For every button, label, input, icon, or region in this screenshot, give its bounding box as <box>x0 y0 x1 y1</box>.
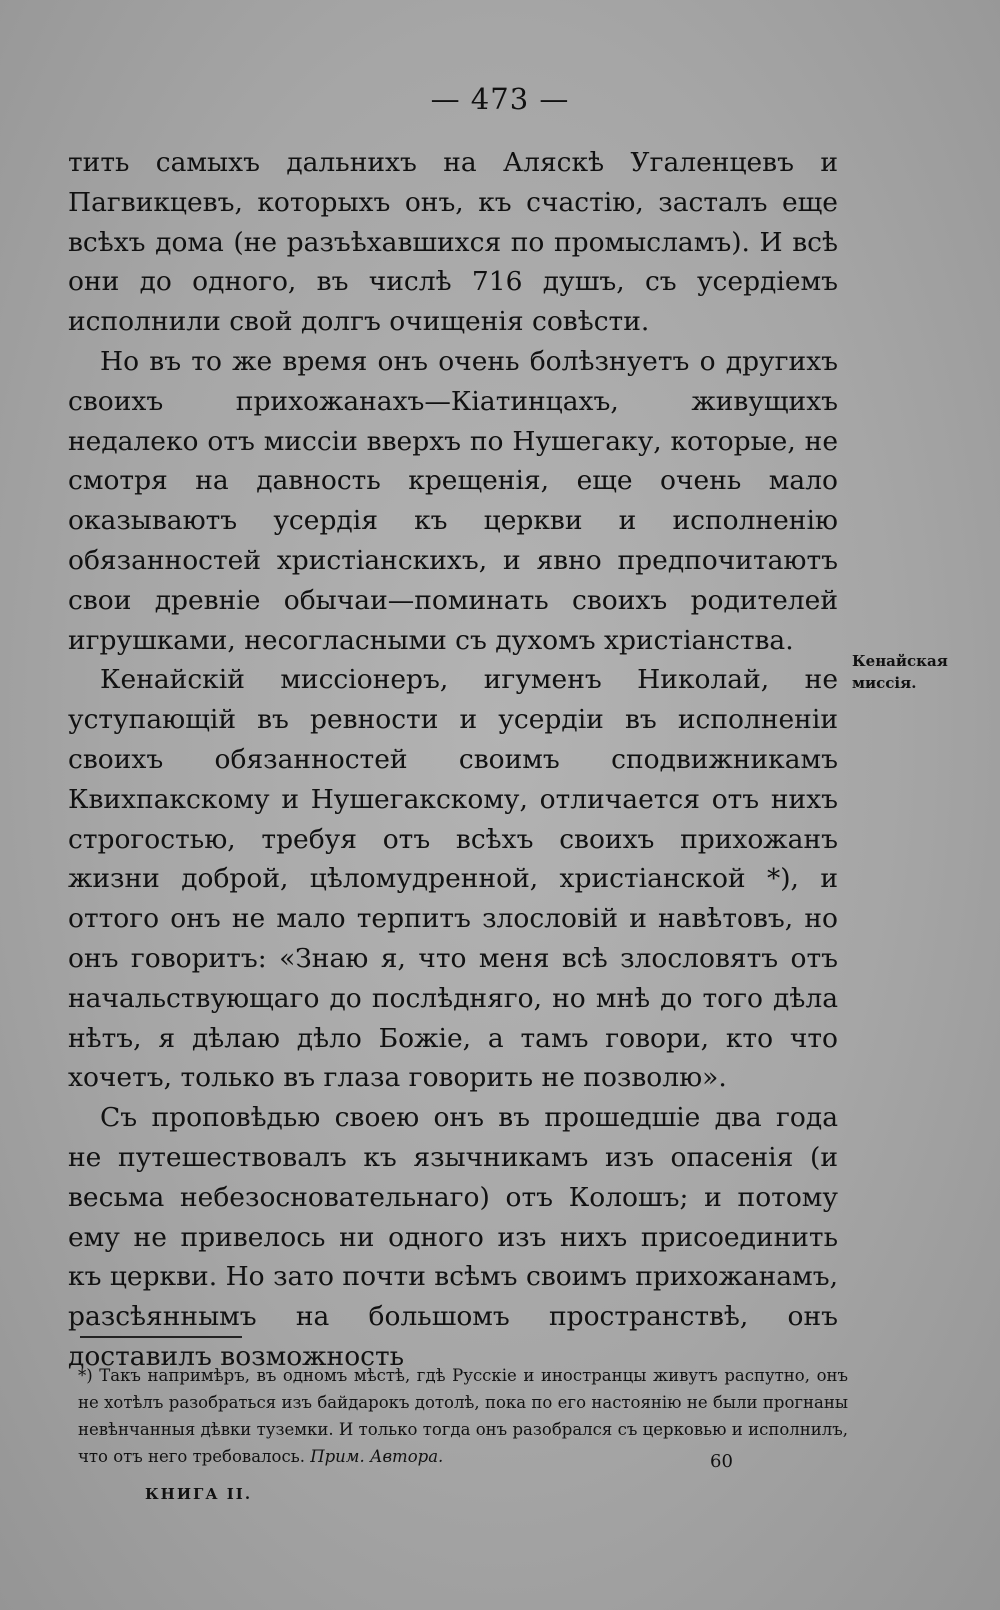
paragraph-1: тить самыхъ дальнихъ на Аляскѣ Угаленцевъ и Пагвикцевъ, которыхъ онъ, къ счастію, засталъ еще всѣхъ дома (не разъѣхавшихся по промысламъ). И всѣ они до одного, въ числѣ 716 душъ, съ усердіемъ исполнили свой долгъ очищенія совѣсти. <box>68 147 838 338</box>
paragraph-2: Но въ то же время онъ очень болѣзнуетъ о другихъ своихъ прихожанахъ—Кіатинцахъ, живущихъ недалеко отъ миссіи вверхъ по Нушегаку, которые, не смотря на давность крещенія, еще очень мало оказываютъ усердія къ церкви и исполненію обязанностей христіанскихъ, и явно предпочитаютъ свои древніе обычаи—поминать своихъ родителей игрушками, несогласными съ духомъ христіанства. <box>68 345 838 656</box>
footnote-attribution: Прим. Автора. <box>310 1447 444 1466</box>
paragraph-4: Съ проповѣдью своею онъ въ прошедшіе два года не путешествовалъ къ язычникамъ изъ опасенія (и весьма небезосновательнаго) отъ Колошъ; и потому ему не привелось ни одного изъ нихъ присоединить къ церкви. Но зато почти всѣмъ своимъ прихожанамъ, разсѣяннымъ на большомъ пространствѣ, онъ доставилъ возможность <box>68 1102 838 1372</box>
page-number: — 473 — <box>430 82 570 116</box>
footnote-divider <box>80 1336 242 1338</box>
book-label: КНИГА II. <box>145 1485 253 1503</box>
signature-mark: 60 <box>710 1451 733 1472</box>
main-text <box>68 143 838 1377</box>
margin-note: Кенайская миссія. <box>852 652 948 692</box>
footnote-text: *) Такъ напримѣръ, въ одномъ мѣстѣ, гдѣ Русскіе и иностранцы живутъ распутно, онъ не хотѣлъ разобраться изъ байдарокъ дотолѣ, пока по его настоянію не были прогнаны невѣнчанныя дѣвки туземки. И только тогда онъ разобрался съ церковью и исполнилъ, что отъ него требовалось. <box>78 1366 848 1466</box>
paragraph-3: Кенайскій миссіонеръ, игуменъ Николай, не уступающій въ ревности и усердіи въ исполненіи своихъ обязанностей своимъ сподвижникамъ Квихпакскому и Нушегакскому, отличается отъ нихъ строгостью, требуя отъ всѣхъ своихъ прихожанъ жизни доброй, цѣломудренной, христіанской *), и оттого онъ не мало терпитъ злословій и навѣтовъ, но онъ говоритъ: «Знаю я, что меня всѣ злословятъ отъ начальствующаго до послѣдняго, но мнѣ до того дѣла нѣтъ, я дѣлаю дѣло Божіе, а тамъ говори, кто что хочетъ, только въ глаза говорить не позволю». <box>68 664 838 1094</box>
